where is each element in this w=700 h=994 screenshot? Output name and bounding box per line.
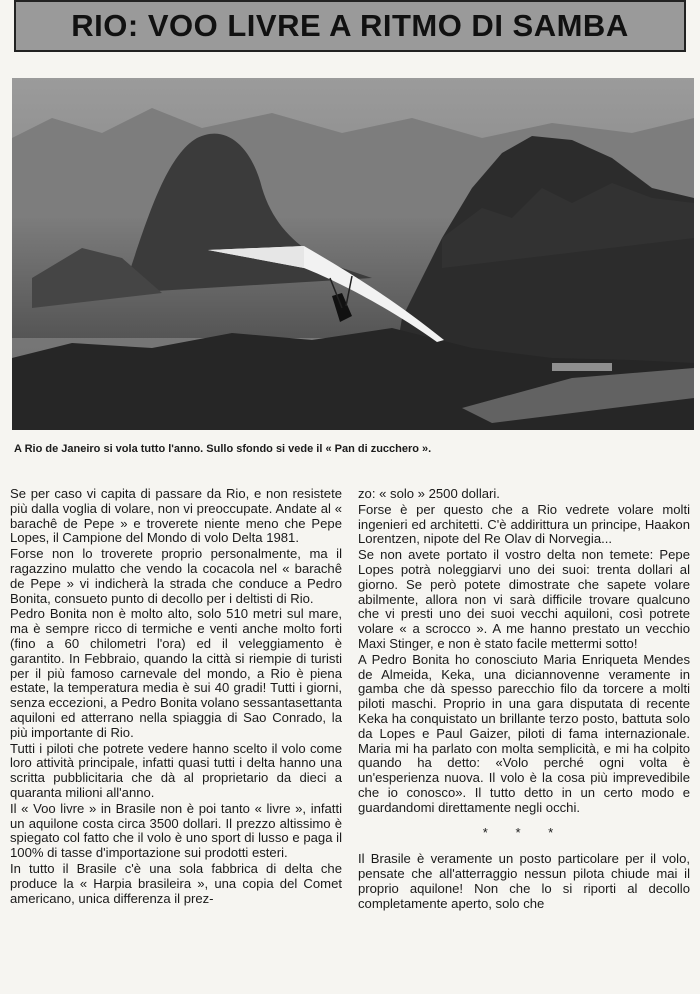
- photo-illustration: [12, 78, 694, 430]
- hang-glider-photo: [12, 78, 694, 430]
- paragraph: Il « Voo livre » in Brasile non è poi tanto « livre », infatti un aquilone costa circa 3500 dollari. Il prezzo altissimo è spiegato col fatto che il volo è uno sport di lusso e paga il 100% di tasse d'importazione sui prodotti esteri.: [10, 800, 342, 861]
- paragraph: Se non avete portato il vostro delta non temete: Pepe Lopes potrà noleggiarvi uno dei suoi: trenta dollari al giorno. Se però potete dimostrate che sapete volare abilmente, allora non vi sarà difficile trovare qualcuno che vi presti uno dei suoi vecchi aquiloni, così potrete volare « a scrocco ». A me hanno prestato un vecchio Maxi Stinger, e non è stato facile mettermi sotto!: [358, 547, 690, 651]
- paragraph: zo: « solo » 2500 dollari.: [358, 486, 500, 501]
- paragraph: In tutto il Brasile c'è una sola fabbrica di delta che produce la « Harpia brasileira », una copia del Comet americano, unica differenza il prez-: [10, 860, 342, 906]
- paragraph: Forse non lo troverete proprio personalmente, ma il ragazzino mulatto che vendo la cocacola nel « barachê de Pepe » vi indicherà la strada che conduce a Pedro Bonita, consueto punto di decollo per i deltisti di Rio.: [10, 546, 342, 606]
- article-column-right: [358, 487, 690, 913]
- page-title: RIO: VOO LIVRE A RITMO DI SAMBA: [71, 8, 629, 43]
- photo-caption: A Rio de Janeiro si vola tutto l'anno. Sullo sfondo si vede il « Pan di zucchero ».: [14, 443, 432, 455]
- paragraph: Pedro Bonita non è molto alto, solo 510 metri sul mare, ma è sempre ricco di termiche e venti anche molto forti (fino a 60 chilometri l'ora) ed il veleggiamento è garantito. In Febbraio, quando la città si riempie di turisti per il più famoso carnevale del mondo, a Rio è piena estate, la temperatura media è sui 40 gradi! Tutti i giorni, senza eccezioni, a Pedro Bonita volano sessantasettanta aquiloni ed atterrano nella spiaggia di Sao Conrado, la più importante di Rio.: [10, 606, 342, 740]
- article-column-left: [10, 487, 342, 913]
- paragraph: Forse è per questo che a Rio vedrete volare molti ingenieri ed architetti. C'è addirittura un principe, Haakon Lorentzen, nipote del Re Olav di Norvegia...: [358, 501, 690, 547]
- title-banner: [14, 0, 686, 52]
- paragraph: Il Brasile è veramente un posto particolare per il volo, pensate che all'atterraggio nessun pilota chiude mai il proprio aquilone! Non che lo si riporti al decollo completamente aperto, solo che: [358, 851, 690, 911]
- paragraph: A Pedro Bonita ho conosciuto Maria Enriqueta Mendes de Almeida, Keka, una diciannovenne veramente in gamba che dà spesso parecchio filo da torcere a molti piloti maschi. Proprio in una gara disputata di recente Keka ha conquistato un brillante terzo posto, battuta solo da Lopes e Paul Gaizer, piloti di fama internazionale. Maria mi ha parlato con molta semplicità, e mi ha colpito quando ha detto: «Volo perché ogni volta è un'esperienza nuova. Il volo è la cosa più imprevedibile che io conosco». Il tutto detto in un certo modo e guardandomi direttamente negli occhi.: [358, 651, 690, 815]
- article-body: [10, 487, 690, 913]
- paragraph: Se per caso vi capita di passare da Rio, e non resistete più dalla voglia di volare, non vi preoccupate. Andate al « barachê de Pepe » e troverete niente meno che Pepe Lopes, il Campione del Mondo di volo Delta 1981.: [10, 486, 342, 546]
- section-divider: * * *: [482, 824, 566, 840]
- paragraph: Tutti i piloti che potrete vedere hanno scelto il volo come loro attività principale, infatti quasi tutti i delta hanno una scritta pubblicitaria che dà al proprietario da dieci a quaranta milioni all'anno.: [10, 740, 342, 800]
